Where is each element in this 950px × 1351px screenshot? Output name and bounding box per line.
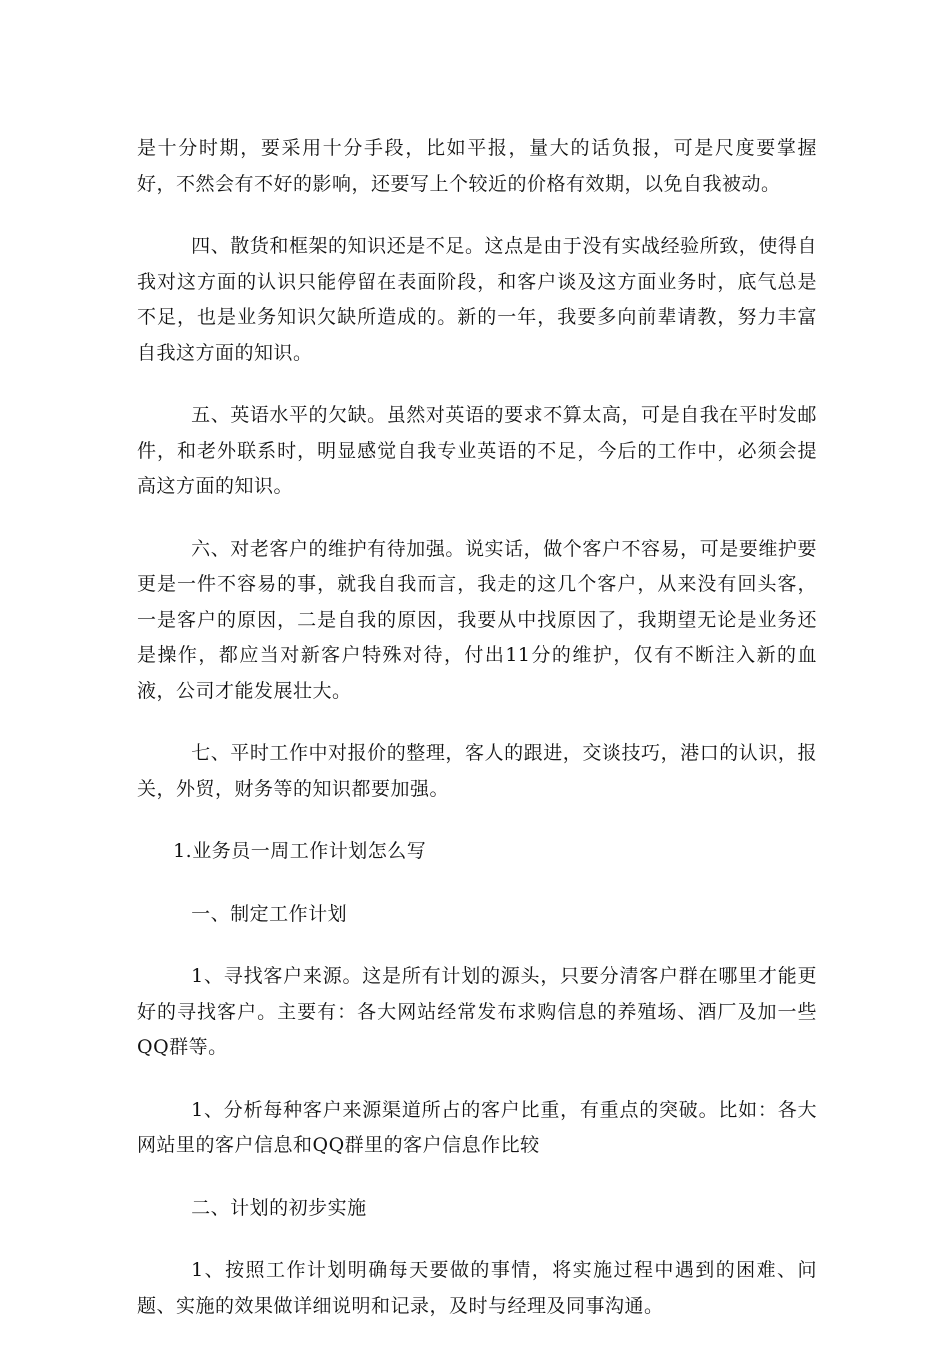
paragraph-find-clients: 1、寻找客户来源。这是所有计划的源头，只要分清客户群在哪里才能更好的寻找客户。主要有：各大网站经常发布求购信息的养殖场、酒厂及加一些QQ群等。 bbox=[137, 965, 817, 1058]
paragraph-point-5: 五、英语水平的欠缺。虽然对英语的要求不算太高，可是自我在平时发邮件，和老外联系时，明显感觉自我专业英语的不足，今后的工作中，必须会提高这方面的知识。 bbox=[137, 404, 817, 497]
paragraph-point-7: 七、平时工作中对报价的整理，客人的跟进，交谈技巧，港口的认识，报关，外贸，财务等的知识都要加强。 bbox=[137, 742, 817, 800]
paragraph-daily-tasks: 1、按照工作计划明确每天要做的事情，将实施过程中遇到的困难、问题、实施的效果做详细说明和记录，及时与经理及同事沟通。 bbox=[137, 1259, 817, 1317]
paragraph-continuation: 是十分时期，要采用十分手段，比如平报，量大的话负报，可是尺度要掌握好，不然会有不好的影响，还要写上个较近的价格有效期，以免自我被动。 bbox=[137, 137, 817, 195]
document-body bbox=[137, 131, 817, 1351]
subheading-initial-implementation: 二、计划的初步实施 bbox=[191, 1196, 367, 1219]
paragraph-point-6: 六、对老客户的维护有待加强。说实话，做个客户不容易，可是要维护要更是一件不容易的事，就我自我而言，我走的这几个客户，从来没有回头客，一是客户的原因，二是自我的原因，我要从中找原因了，我期望无论是业务还是操作，都应当对新客户特殊对待，付出11分的维护，仅有不断注入新的血液，公司才能发展壮大。 bbox=[137, 537, 817, 702]
section-heading-weekly-plan: 1.业务员一周工作计划怎么写 bbox=[173, 840, 427, 862]
paragraph-analyze-sources: 1、分析每种客户来源渠道所占的客户比重，有重点的突破。比如：各大网站里的客户信息和QQ群里的客户信息作比较 bbox=[137, 1098, 817, 1156]
paragraph-point-4: 四、散货和框架的知识还是不足。这点是由于没有实战经验所致，使得自我对这方面的认识只能停留在表面阶段，和客户谈及这方面业务时，底气总是不足，也是业务知识欠缺所造成的。新的一年，我要多向前辈请教，努力丰富自我这方面的知识。 bbox=[137, 235, 817, 364]
subheading-make-plan: 一、制定工作计划 bbox=[191, 902, 348, 925]
